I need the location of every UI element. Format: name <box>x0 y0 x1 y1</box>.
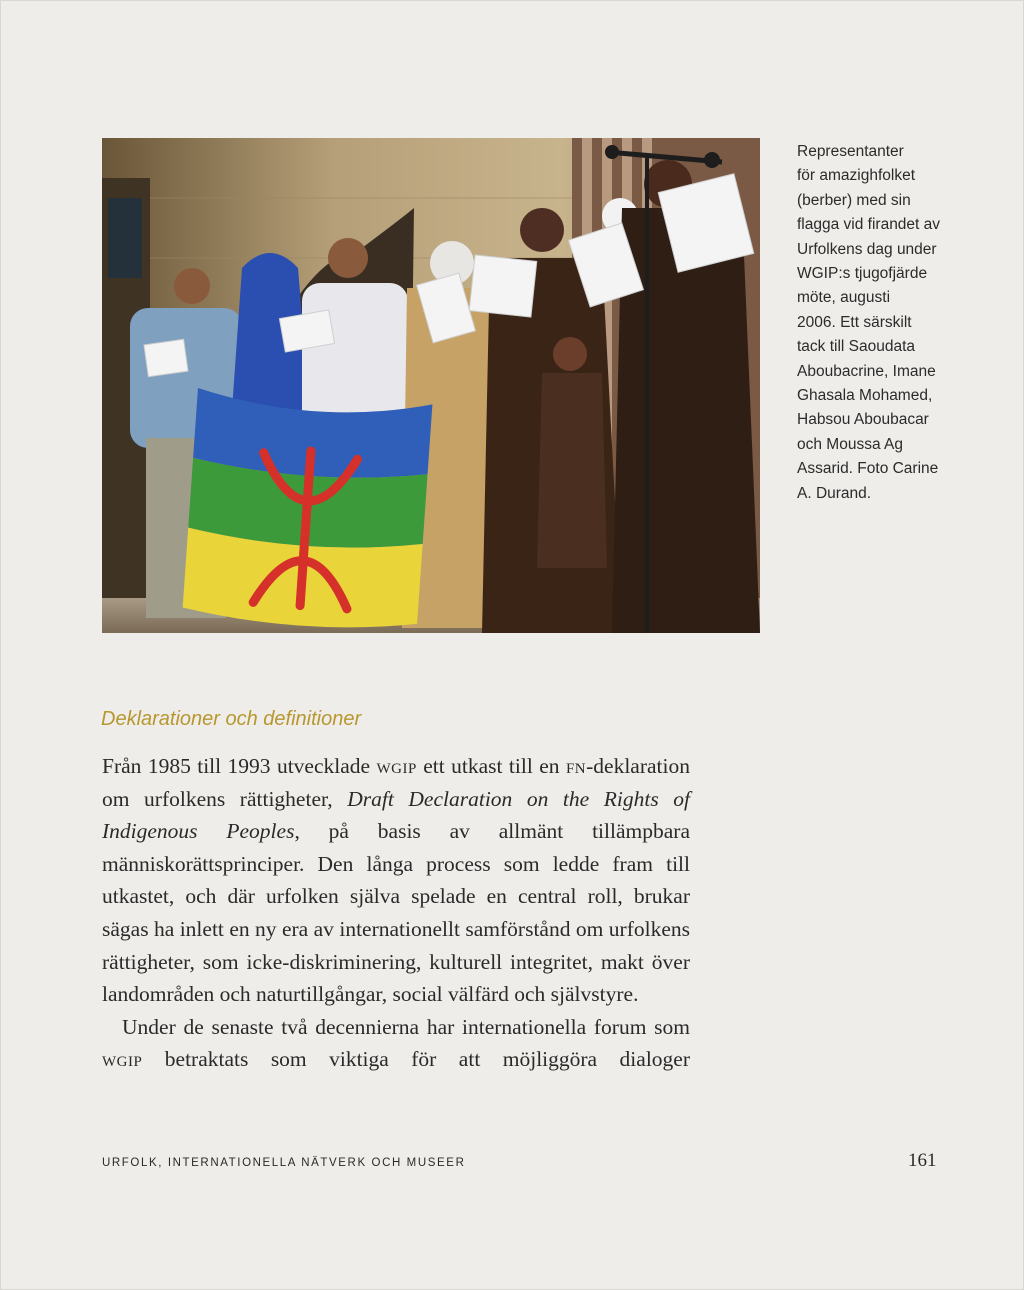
text-run: betraktats som viktiga för att möjliggöra dialoger <box>142 1047 690 1072</box>
document-title: Draft Declaration on the Rights of Indigenous Peoples <box>102 786 690 844</box>
caption-line: och Moussa Ag <box>797 435 903 453</box>
photo-illustration <box>102 138 760 633</box>
text-run: Under de senaste två decennierna har internationella forum som <box>122 1014 690 1039</box>
text-run: -deklaration om urfolkens rättigheter, <box>102 754 690 811</box>
photo-berber-flag <box>102 138 760 633</box>
caption-line: A. Durand. <box>797 484 872 502</box>
running-footer: URFOLK, INTERNATIONELLA NÄTVERK OCH MUSEER <box>102 1157 466 1169</box>
caption-line: för amazighfolket <box>797 167 916 185</box>
paragraph <box>102 750 690 1011</box>
text-run: ett utkast till en <box>416 754 566 778</box>
text-run: Från 1985 till 1993 utvecklade <box>102 754 377 778</box>
caption-line: Urfolkens dag under <box>797 240 937 258</box>
body-text <box>102 750 690 1076</box>
photo-caption <box>797 140 987 506</box>
caption-line: WGIP:s tjugofjärde <box>797 265 928 283</box>
caption-line: (berber) med sin <box>797 191 911 209</box>
caption-line: Aboubacrine, Imane <box>797 362 936 380</box>
acronym-fn: fn <box>565 754 587 778</box>
caption-line: tack till Saoudata <box>797 338 916 356</box>
caption-line: möte, augusti <box>797 289 891 307</box>
caption-line: 2006. Ett särskilt <box>797 313 912 331</box>
caption-line: Habsou Aboubacar <box>797 411 929 429</box>
caption-line: flagga vid firandet av <box>797 216 941 234</box>
page-number: 161 <box>908 1150 937 1171</box>
acronym-wgip: wgip <box>376 754 417 778</box>
caption-line: Representanter <box>797 143 904 160</box>
text-run: , på basis av allmänt tillämpbara människorättsprinciper. Den långa process som ledde fram till utkastet, och där urfolken själva spelade en central roll, brukar sägas ha inlett en ny era av internationellt samförstånd om urfolkens rättigheter, som icke-diskriminering, kulturell integritet, makt över landområden och naturtillgångar, social välfärd och självstyre. <box>102 819 690 1007</box>
amazigh-flag <box>182 388 432 633</box>
caption-line: Assarid. Foto Carine <box>797 460 939 478</box>
caption-line: Ghasala Mohamed, <box>797 387 933 405</box>
section-heading: Deklarationer och definitioner <box>101 708 362 730</box>
paragraph <box>102 1011 690 1076</box>
acronym-wgip: wgip <box>102 1047 143 1072</box>
